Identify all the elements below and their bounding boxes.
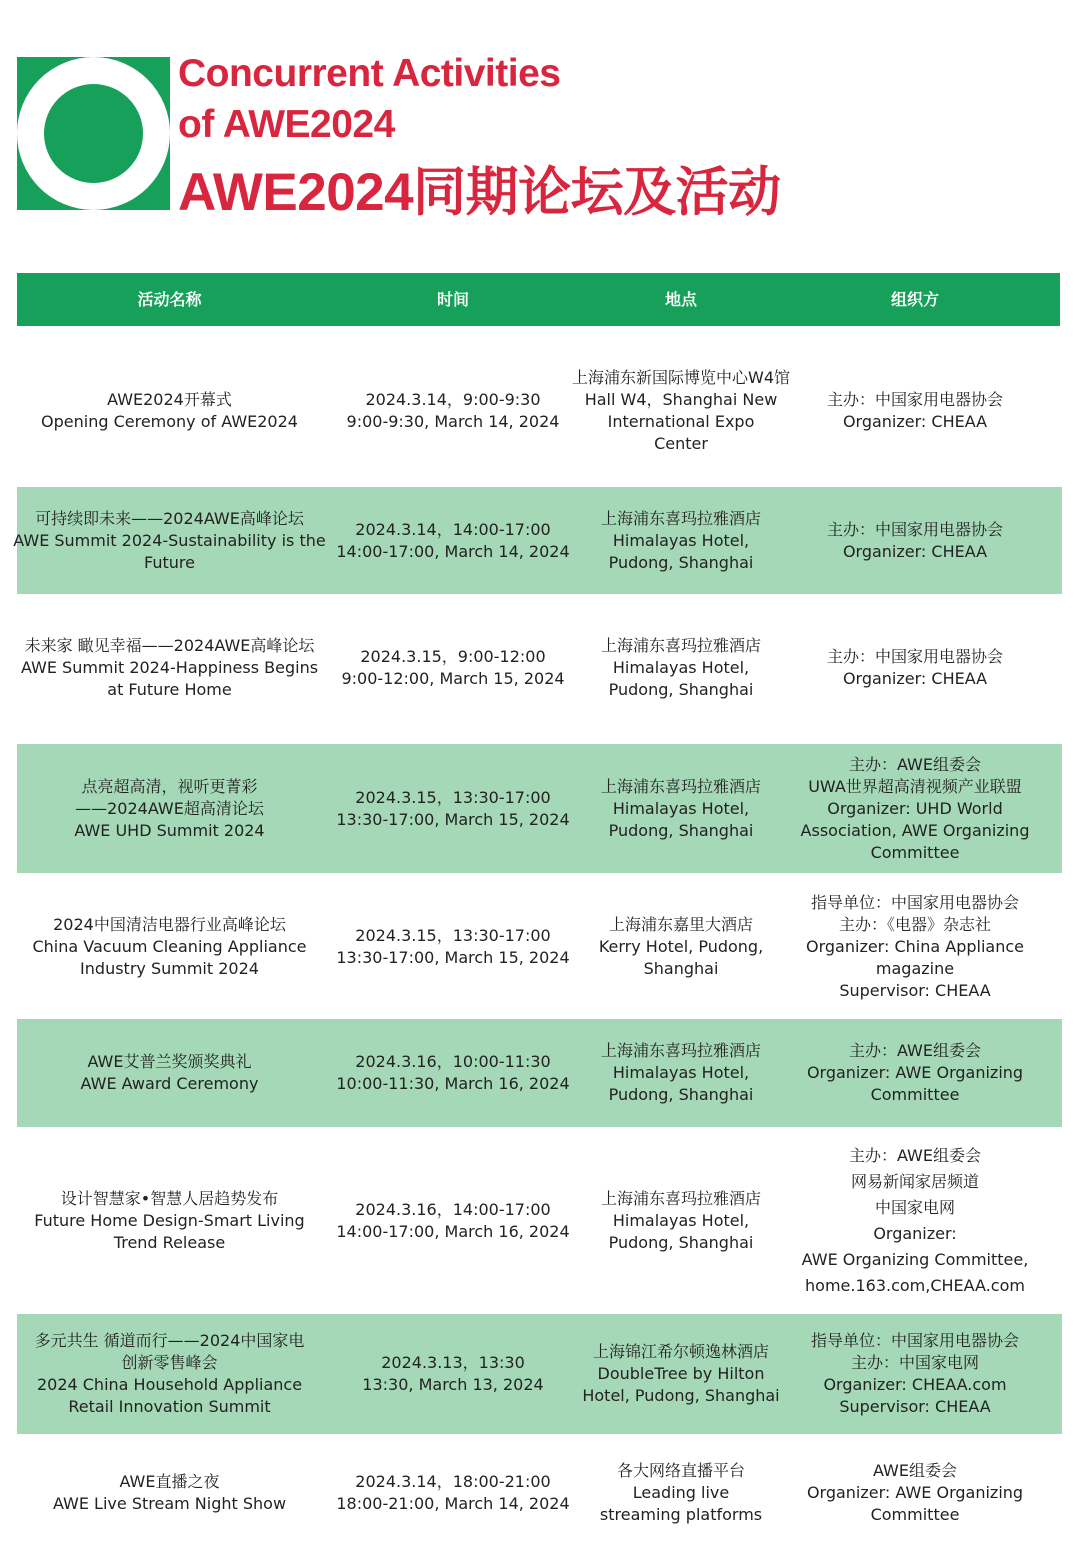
event-organizer-line: Committee <box>870 1505 960 1524</box>
event-time <box>335 340 571 482</box>
table-row <box>17 340 1062 482</box>
event-venue-line: Pudong, Shanghai <box>608 1085 754 1104</box>
event-venue <box>577 882 785 1011</box>
event-venue-line: DoubleTree by Hilton <box>597 1364 765 1383</box>
event-venue-line: Himalayas Hotel, <box>612 530 750 550</box>
event-name-line: Retail Innovation Summit <box>68 1397 271 1416</box>
event-organizer-line: 主办：中国家用电器协会 <box>826 390 1003 409</box>
event-time-line: 2024.3.16，10:00-11:30 <box>355 1052 551 1071</box>
event-name <box>17 604 322 732</box>
event-organizer-line: Organizer: CHEAA <box>842 669 988 688</box>
event-name <box>17 1443 322 1543</box>
event-time <box>335 487 571 594</box>
table-row <box>17 882 1062 1011</box>
event-time <box>335 1443 571 1543</box>
title-line-1: Concurrent Activities <box>178 52 561 95</box>
event-time <box>335 604 571 732</box>
table-header <box>17 273 1060 326</box>
event-venue <box>577 1019 785 1127</box>
event-venue-line: Himalayas Hotel, <box>612 1063 750 1082</box>
event-organizer <box>790 1314 1040 1434</box>
event-time-line: 13:30-17:00, March 15, 2024 <box>336 947 570 967</box>
event-name-line: 创新零售峰会 <box>121 1353 218 1372</box>
event-venue-line: 上海浦东喜玛拉雅酒店 <box>600 636 761 655</box>
event-organizer-line: 主办：中国家用电器协会 <box>826 647 1003 666</box>
event-name-line: 点亮超高清，视听更菁彩 <box>81 776 258 796</box>
event-organizer-line: 主办：AWE组委会 <box>848 1041 981 1060</box>
event-organizer <box>790 487 1040 594</box>
event-name-line: Future <box>144 552 195 572</box>
event-time-line: 2024.3.14，14:00-17:00 <box>355 519 551 539</box>
event-venue-line: 各大网络直播平台 <box>616 1461 745 1480</box>
event-organizer-line: Organizer: China Appliance <box>806 936 1024 956</box>
event-organizer-line: AWE Organizing Committee, <box>801 1250 1029 1269</box>
event-organizer <box>790 744 1040 873</box>
event-name-line: Opening Ceremony of AWE2024 <box>41 412 298 431</box>
event-organizer-line: UWA世界超高清视频产业联盟 <box>808 776 1022 796</box>
event-time-line: 2024.3.13，13:30 <box>381 1353 525 1372</box>
event-time-line: 2024.3.15，9:00-12:00 <box>360 647 546 666</box>
event-name-line: AWE直播之夜 <box>119 1472 220 1491</box>
column-header-name: 活动名称 <box>137 290 202 309</box>
event-venue-line: Pudong, Shanghai <box>608 820 754 840</box>
event-venue-line: Himalayas Hotel, <box>612 1211 750 1230</box>
event-venue-line: Pudong, Shanghai <box>608 552 754 572</box>
event-time-line: 13:30, March 13, 2024 <box>362 1375 544 1394</box>
event-venue <box>577 1314 785 1434</box>
event-organizer-line: home.163.com,CHEAA.com <box>805 1276 1025 1295</box>
event-organizer-line: Committee <box>870 842 960 862</box>
event-organizer-line: Organizer: CHEAA.com <box>823 1375 1007 1394</box>
event-time-line: 2024.3.15，13:30-17:00 <box>355 925 551 945</box>
event-name <box>17 882 322 1011</box>
event-name-line: 设计智慧家•智慧人居趋势发布 <box>60 1189 279 1208</box>
event-venue-line: Leading live <box>632 1483 730 1502</box>
event-time-line: 2024.3.16，14:00-17:00 <box>355 1200 551 1219</box>
event-organizer <box>790 604 1040 732</box>
table-row <box>17 1019 1062 1127</box>
event-name-line: Trend Release <box>113 1233 226 1252</box>
table-row <box>17 604 1062 732</box>
event-venue-line: Center <box>654 434 708 453</box>
event-name-line: AWE2024开幕式 <box>107 390 232 409</box>
event-venue-line: streaming platforms <box>599 1505 763 1524</box>
event-organizer <box>790 1443 1040 1543</box>
event-organizer-line: AWE组委会 <box>872 1461 957 1480</box>
event-time <box>335 1314 571 1434</box>
event-name-line: Industry Summit 2024 <box>80 958 259 978</box>
event-time-line: 9:00-12:00, March 15, 2024 <box>341 669 565 688</box>
event-name-line: China Vacuum Cleaning Appliance <box>32 936 307 956</box>
column-header-time: 时间 <box>436 290 469 309</box>
event-venue-line: International Expo <box>607 412 755 431</box>
event-venue <box>577 604 785 732</box>
event-time-line: 18:00-21:00, March 14, 2024 <box>336 1494 570 1513</box>
event-name-line: AWE Live Stream Night Show <box>52 1494 287 1513</box>
event-venue-line: Kerry Hotel, Pudong, <box>598 936 764 956</box>
event-name-line: AWE Summit 2024-Happiness Begins <box>20 658 319 677</box>
column-header-venue: 地点 <box>664 290 697 309</box>
event-venue <box>577 1443 785 1543</box>
event-organizer-line: 网易新闻家居频道 <box>850 1172 979 1191</box>
event-venue-line: 上海浦东喜玛拉雅酒店 <box>600 508 761 528</box>
event-time <box>335 1019 571 1127</box>
event-venue-line: Himalayas Hotel, <box>612 658 750 677</box>
event-name-line: AWE Summit 2024-Sustainability is the <box>13 530 326 550</box>
event-organizer-line: Organizer: AWE Organizing <box>806 1063 1024 1082</box>
event-organizer <box>790 882 1040 1011</box>
event-organizer-line: Committee <box>870 1085 960 1104</box>
event-organizer <box>790 1136 1040 1306</box>
event-time-line: 9:00-9:30, March 14, 2024 <box>346 412 560 431</box>
event-time <box>335 882 571 1011</box>
event-name-line: 2024 China Household Appliance <box>36 1375 303 1394</box>
event-organizer-line: Organizer: <box>873 1224 957 1243</box>
event-name-line: 可持续即未来——2024AWE高峰论坛 <box>35 508 304 528</box>
logo-mark <box>17 57 170 210</box>
table-row <box>17 1314 1062 1434</box>
event-time-line: 14:00-17:00, March 14, 2024 <box>336 541 570 561</box>
event-venue <box>577 1136 785 1306</box>
event-venue-line: Pudong, Shanghai <box>608 1233 754 1252</box>
event-organizer-line: 主办：中国家电网 <box>850 1353 979 1372</box>
event-name-line: at Future Home <box>107 680 232 699</box>
event-organizer-line: 主办：AWE组委会 <box>848 1146 981 1165</box>
event-name <box>17 1136 322 1306</box>
event-name-line: AWE Award Ceremony <box>80 1074 259 1093</box>
event-name-line: AWE UHD Summit 2024 <box>74 820 265 840</box>
event-organizer-line: Organizer: AWE Organizing <box>806 1483 1024 1502</box>
column-header-organizer: 组织方 <box>890 290 939 309</box>
event-organizer-line: Supervisor: CHEAA <box>839 980 991 1000</box>
event-venue-line: Pudong, Shanghai <box>608 680 754 699</box>
event-name-line: 未来家 瞰见幸福——2024AWE高峰论坛 <box>24 636 315 655</box>
event-name <box>17 1314 322 1434</box>
event-time <box>335 1136 571 1306</box>
event-name-line: Future Home Design-Smart Living <box>34 1211 305 1230</box>
event-time-line: 10:00-11:30, March 16, 2024 <box>336 1074 570 1093</box>
event-organizer-line: Association, AWE Organizing <box>800 820 1030 840</box>
event-name-line: ——2024AWE超高清论坛 <box>75 798 264 818</box>
event-venue-line: 上海锦江希尔顿逸林酒店 <box>592 1342 769 1361</box>
title-line-2: of AWE2024 <box>178 103 395 146</box>
event-venue <box>577 744 785 873</box>
event-organizer-line: Organizer: UHD World <box>827 798 1003 818</box>
table-row <box>13 487 1062 594</box>
event-time-line: 2024.3.14，18:00-21:00 <box>355 1472 551 1491</box>
event-organizer-line: 指导单位：中国家用电器协会 <box>810 1331 1019 1350</box>
event-venue-line: Himalayas Hotel, <box>612 798 750 818</box>
event-time-line: 2024.3.14，9:00-9:30 <box>365 390 541 409</box>
event-venue <box>572 340 791 482</box>
table-row <box>17 1443 1062 1543</box>
event-time-line: 14:00-17:00, March 16, 2024 <box>336 1222 570 1241</box>
event-name-line: 2024中国清洁电器行业高峰论坛 <box>53 914 286 934</box>
event-venue-line: 上海浦东嘉里大酒店 <box>608 914 753 934</box>
event-time <box>335 744 571 873</box>
event-organizer <box>790 340 1040 482</box>
event-venue-line: 上海浦东喜玛拉雅酒店 <box>600 776 761 796</box>
event-name <box>13 487 326 594</box>
event-venue-line: 上海浦东喜玛拉雅酒店 <box>600 1189 761 1208</box>
event-organizer-line: 主办：AWE组委会 <box>848 754 981 774</box>
event-organizer-line: 主办：中国家用电器协会 <box>826 519 1003 539</box>
event-venue-line: Hall W4，Shanghai New <box>584 390 778 409</box>
event-time-line: 13:30-17:00, March 15, 2024 <box>336 809 570 829</box>
event-organizer-line: magazine <box>875 958 955 978</box>
event-name <box>17 340 322 482</box>
event-name-line: AWE艾普兰奖颁奖典礼 <box>87 1052 252 1071</box>
event-organizer-line: Organizer: CHEAA <box>842 412 988 431</box>
event-organizer-line: Organizer: CHEAA <box>842 541 988 561</box>
event-organizer <box>790 1019 1040 1127</box>
event-organizer-line: 主办：《电器》杂志社 <box>838 914 991 934</box>
event-venue-line: Hotel, Pudong, Shanghai <box>582 1386 780 1405</box>
ring-icon <box>17 57 170 210</box>
event-venue-line: Shanghai <box>643 958 719 978</box>
event-venue-line: 上海浦东新国际博览中心W4馆 <box>572 368 791 387</box>
event-name-line: 多元共生 循道而行——2024中国家电 <box>34 1331 305 1350</box>
event-organizer-line: 中国家电网 <box>874 1198 955 1217</box>
event-venue-line: 上海浦东喜玛拉雅酒店 <box>600 1041 761 1060</box>
event-time-line: 2024.3.15，13:30-17:00 <box>355 787 551 807</box>
table-row <box>17 1136 1062 1306</box>
event-name <box>17 1019 322 1127</box>
table-row <box>17 744 1062 873</box>
title-line-3: AWE2024同期论坛及活动 <box>178 163 781 222</box>
event-organizer-line: 指导单位：中国家用电器协会 <box>810 892 1019 912</box>
event-venue <box>577 487 785 594</box>
event-name <box>17 744 322 873</box>
event-organizer-line: Supervisor: CHEAA <box>839 1397 991 1416</box>
